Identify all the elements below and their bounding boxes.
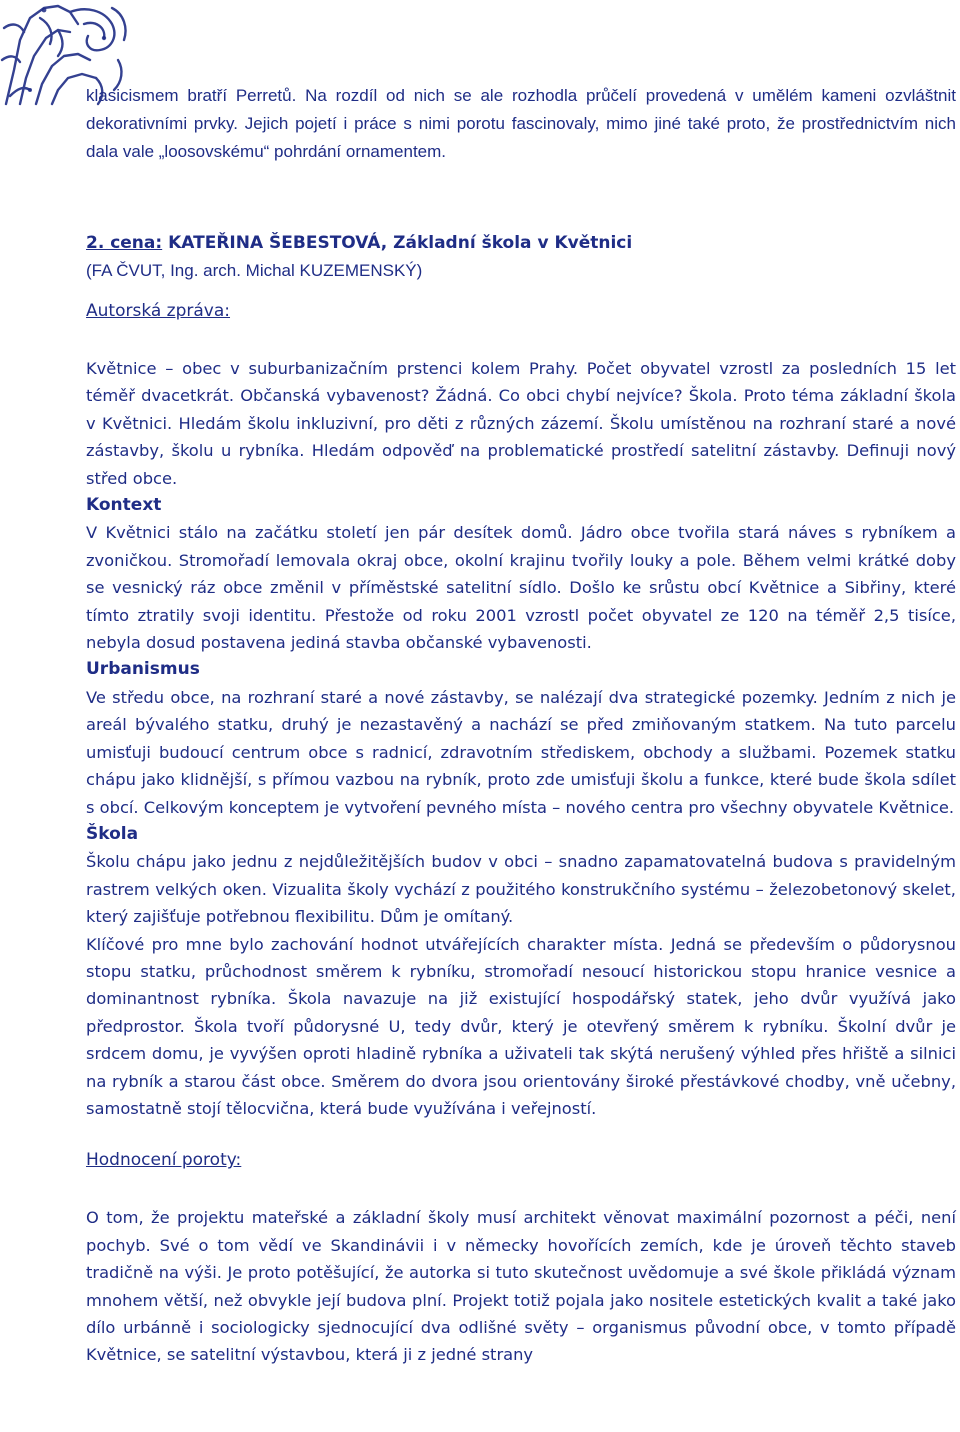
prize-title: KATEŘINA ŠEBESTOVÁ, Základní škola v Květnici — [162, 233, 633, 253]
prize-rank: 2. cena: — [86, 233, 163, 253]
author-line: (FA ČVUT, Ing. arch. Michal KUZEMENSKÝ) — [86, 261, 423, 280]
intro-paragraph: klasicismem bratří Perretů. Na rozdíl od nich se ale rozhodla průčelí provedená v umělém kameni ozvláštnit dekorativními prvky. Jejich pojetí i práce s nimi porotu fascinovaly, mimo jiné také proto, že prostřednictvím nich dala vale „loosovskému“ pohrdání ornamentem. — [86, 86, 956, 161]
skola-paragraph-2: Klíčové pro mne bylo zachování hodnot utvářejících charakter místa. Jedná se především o půdorysnou stopu statku, průchodnost směrem k rybníku, stromořadí nesoucí historickou stopu hranice vesnice a dominantnost rybníka. Škola navazuje na již existující hospodářský statek, jeho dvůr využívá jako předprostor. Škola tvoří půdorysné U, tedy dvůr, který je otevřený směrem k rybníku. Školní dvůr je srdcem domu, je vyvýšen oproti hladině rybníka a uživateli tak skýtá nerušený výhled přes hřiště a silnici na rybník a starou část obce. Směrem do dvora jsou orientovány široké přestávkové chodby, vně učebny, samostatně stojí tělocvična, která bude využívána i veřejností. — [86, 934, 956, 1118]
jury-paragraph: O tom, že projektu mateřské a základní školy musí architekt věnovat maximální pozornost a péči, není pochyb. Své o tom vědí ve Skandinávii i v německy hovořících zemích, kde je úroveň těchto staveb tradičně na výši. Je proto potěšující, že autorka si tuto skutečnost uvědomuje a své škole přikládá význam mnohem větší, než obvykle její budova plní. Projekt totiž pojala jako nositele estetických kvalit a také jako dílo urbánně i sociologicky sjednocující dva odlišné světy – organismus původní obce, v tomto případě Květnice, se satelitní výstavbou, která ji z jedné strany — [86, 1208, 956, 1365]
document-page — [86, 82, 956, 1369]
jury-heading: Hodnocení poroty: — [86, 1150, 242, 1171]
report-intro-paragraph: Květnice – obec v suburbanizačním prstenci kolem Prahy. Počet obyvatel vzrostl za posledních 15 let téměř dvacetkrát. Občanská vybavenost? Žádná. Co obci chybí nejvíce? Škola. Proto téma základní škola v Květnici. Hledám školu inkluzivní, pro děti z různých zázemí. Školu umístěnou na rozhraní staré a nové zástavby, školu u rybníka. Hledám odpověď na problematické prostředí satelitní zástavby. Definuji nový střed obce. — [86, 359, 956, 488]
urbanismus-paragraph: Ve středu obce, na rozhraní staré a nové zástavby, se nalézají dva strategické pozemky. Jedním z nich je areál bývalého statku, druhý je nezastavěný a nachází se před zmiňovaným statkem. Na tuto parcelu umisťuji budoucí centrum obce s radnicí, zdravotním střediskem, obchody a službami. Pozemek statku chápu jako klidnější, s přímou vazbou na rybník, proto zde umisťuji školu a funkce, které bude škola sdílet s obcí. Celkovým konceptem je vytvoření pevného místa – nového centra pro všechny obyvatele Květnice. — [86, 687, 956, 817]
section-heading-urbanismus: Urbanismus — [86, 659, 200, 680]
prize-heading — [86, 230, 956, 257]
report-heading: Autorská zpráva: — [86, 301, 231, 321]
section-heading-skola: Škola — [86, 823, 139, 844]
skola-paragraph-1: Školu chápu jako jednu z nejdůležitějších budov v obci – snadno zapamatovatelná budova s pravidelným rastrem velkých oken. Vizualita školy vychází z použitého konstrukčního systému – železobetonový skelet, který zajišťuje potřebnou flexibilitu. Dům je omítaný. — [86, 852, 956, 927]
section-heading-kontext: Kontext — [86, 495, 162, 516]
kontext-paragraph: V Květnici stálo na začátku století jen pár desítek domů. Jádro obce tvořila stará náves s rybníkem a zvoničkou. Stromořadí lemovala okraj obce, okolní krajinu tvořily louky a pole. Během velmi krátké doby se vesnický ráz obce změnil v příměstské satelitní sídlo. Došlo ke srůstu obcí Květnice a Sibřiny, které tímto ztratily svoji identitu. Přestože od roku 2001 vzrostl počet obyvatel ze 120 na téměř 2,5 tisíce, nebyla dosud postavena jediná stavba občanské vybavenosti. — [86, 523, 956, 653]
